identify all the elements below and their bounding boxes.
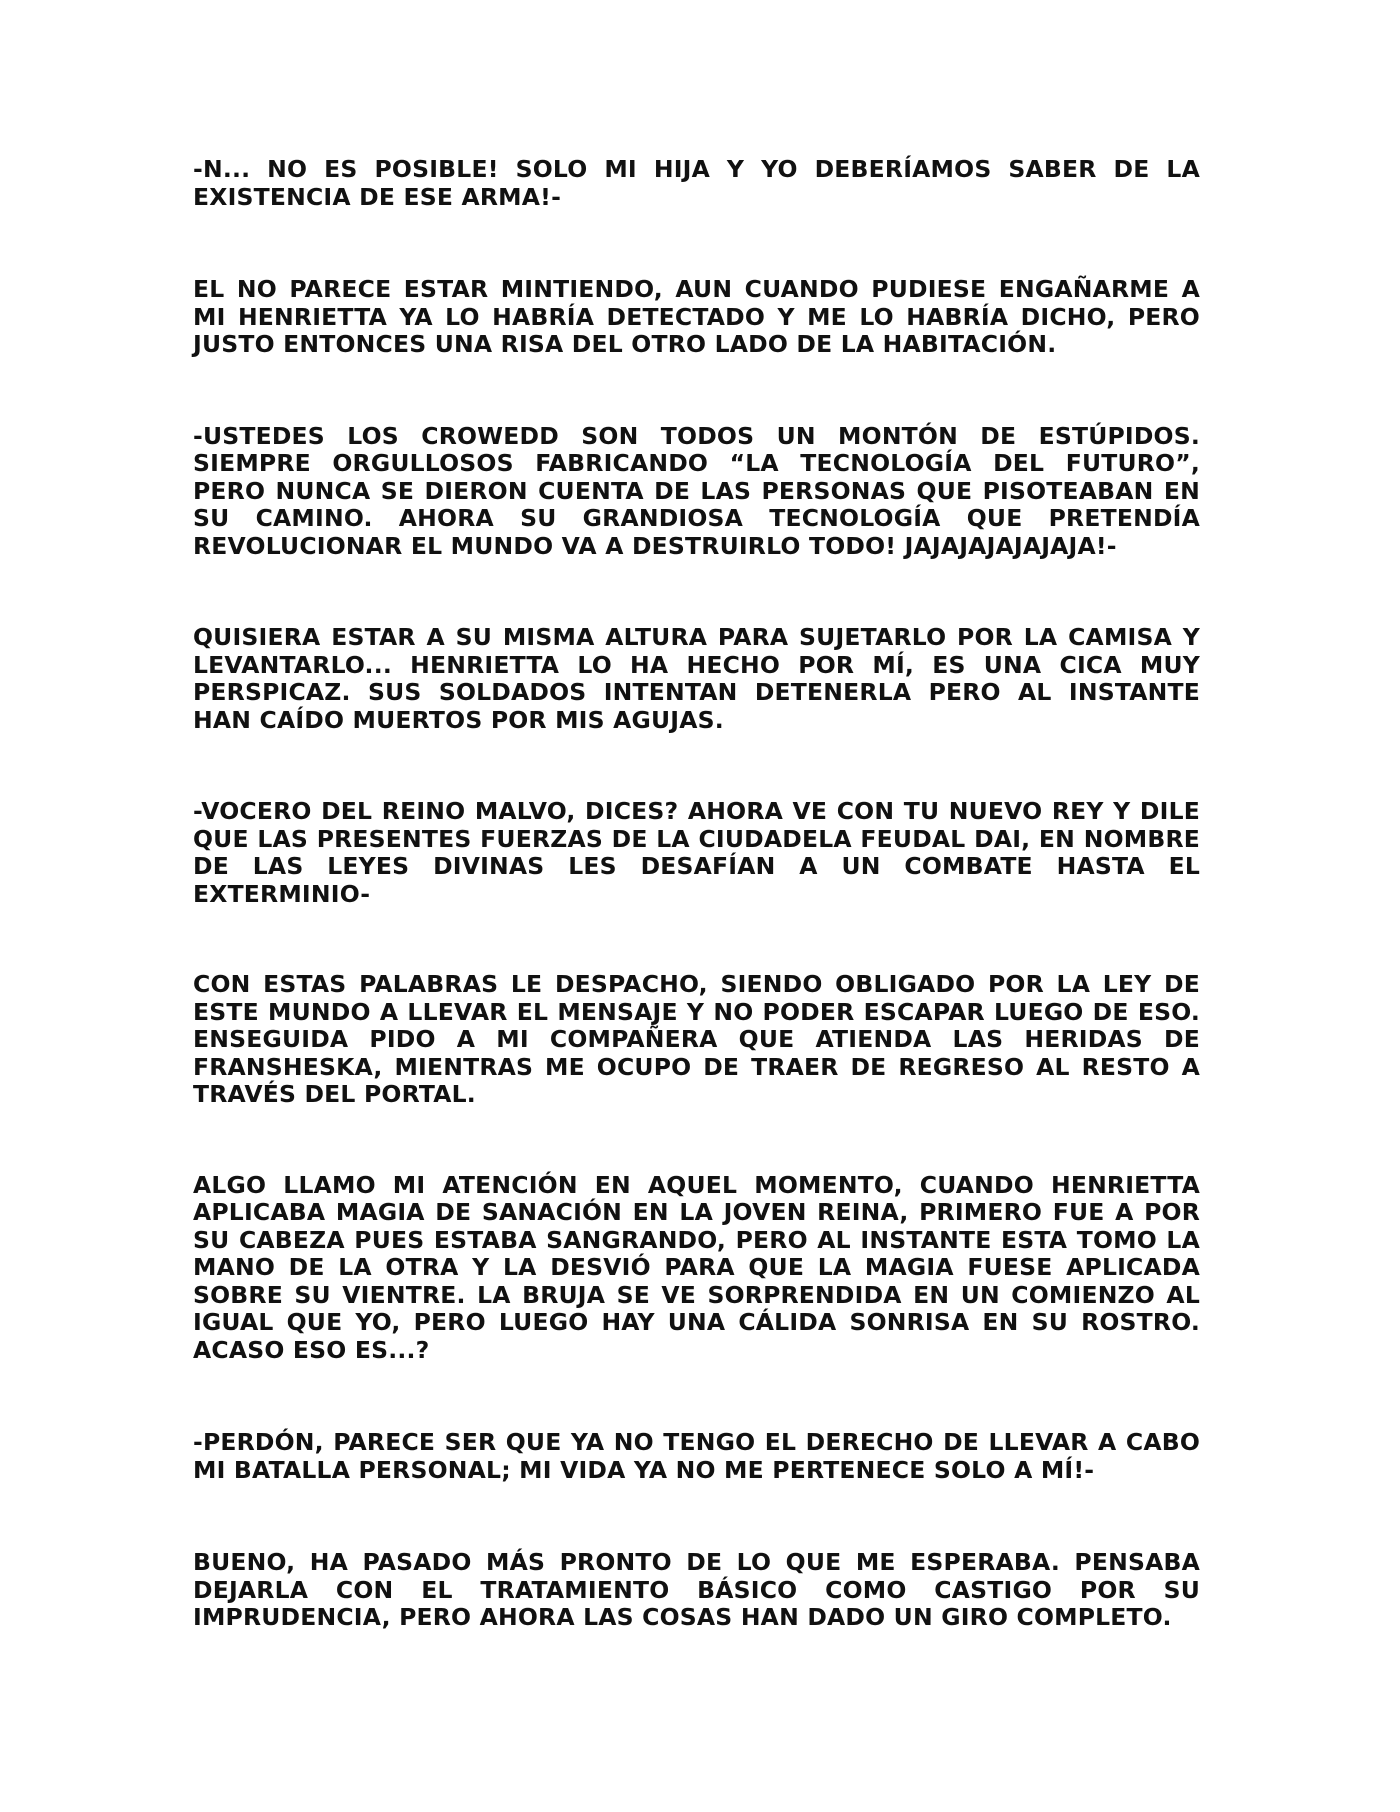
text-column (193, 156, 1200, 1632)
paragraph-6: CON ESTAS PALABRAS LE DESPACHO, SIENDO OBLIGADO POR LA LEY DE ESTE MUNDO A LLEVAR EL MENSAJE Y NO PODER ESCAPAR LUEGO DE ESO. ENSEGUIDA PIDO A MI COMPAÑERA QUE ATIENDA LAS HERIDAS DE FRANSHESKA, MIENTRAS ME OCUPO DE TRAER DE REGRESO AL RESTO A TRAVÉS DEL PORTAL. (193, 970, 1200, 1108)
paragraph-8: -PERDÓN, PARECE SER QUE YA NO TENGO EL DERECHO DE LLEVAR A CABO MI BATALLA PERSONAL; MI VIDA YA NO ME PERTENECE SOLO A MÍ!- (193, 1428, 1200, 1484)
paragraph-1: -N... NO ES POSIBLE! SOLO MI HIJA Y YO DEBERÍAMOS SABER DE LA EXISTENCIA DE ESE ARMA!- (193, 155, 1200, 211)
paragraph-7: ALGO LLAMO MI ATENCIÓN EN AQUEL MOMENTO, CUANDO HENRIETTA APLICABA MAGIA DE SANACIÓN EN LA JOVEN REINA, PRIMERO FUE A POR SU CABEZA PUES ESTABA SANGRANDO, PERO AL INSTANTE ESTA TOMO LA MANO DE LA OTRA Y LA DESVIÓ PARA QUE LA MAGIA FUESE APLICADA SOBRE SU VIENTRE. LA BRUJA SE VE SORPRENDIDA EN UN COMIENZO AL IGUAL QUE YO, PERO LUEGO HAY UNA CÁLIDA SONRISA EN SU ROSTRO. ACASO ESO ES...? (193, 1170, 1200, 1364)
paragraph-9: BUENO, HA PASADO MÁS PRONTO DE LO QUE ME ESPERABA. PENSABA DEJARLA CON EL TRATAMIENTO BÁSICO COMO CASTIGO POR SU IMPRUDENCIA, PERO AHORA LAS COSAS HAN DADO UN GIRO COMPLETO. (193, 1548, 1200, 1631)
paragraph-4: QUISIERA ESTAR A SU MISMA ALTURA PARA SUJETARLO POR LA CAMISA Y LEVANTARLO... HENRIETTA LO HA HECHO POR MÍ, ES UNA CICA MUY PERSPICAZ. SUS SOLDADOS INTENTAN DETENERLA PERO AL INSTANTE HAN CAÍDO MUERTOS POR MIS AGUJAS. (193, 623, 1200, 734)
paragraph-3: -USTEDES LOS CROWEDD SON TODOS UN MONTÓN DE ESTÚPIDOS. SIEMPRE ORGULLOSOS FABRICANDO “LA TECNOLOGÍA DEL FUTURO”, PERO NUNCA SE DIERON CUENTA DE LAS PERSONAS QUE PISOTEABAN EN SU CAMINO. AHORA SU GRANDIOSA TECNOLOGÍA QUE PRETENDÍA REVOLUCIONAR EL MUNDO VA A DESTRUIRLO TODO! JAJAJAJAJAJAJA!- (193, 421, 1200, 560)
paragraph-5: -VOCERO DEL REINO MALVO, DICES? AHORA VE CON TU NUEVO REY Y DILE QUE LAS PRESENTES FUERZAS DE LA CIUDADELA FEUDAL DAI, EN NOMBRE DE LAS LEYES DIVINAS LES DESAFÍAN A UN COMBATE HASTA EL EXTERMINIO- (193, 797, 1200, 908)
paragraph-2: EL NO PARECE ESTAR MINTIENDO, AUN CUANDO PUDIESE ENGAÑARME A MI HENRIETTA YA LO HABRÍA DETECTADO Y ME LO HABRÍA DICHO, PERO JUSTO ENTONCES UNA RISA DEL OTRO LADO DE LA HABITACIÓN. (193, 275, 1200, 358)
